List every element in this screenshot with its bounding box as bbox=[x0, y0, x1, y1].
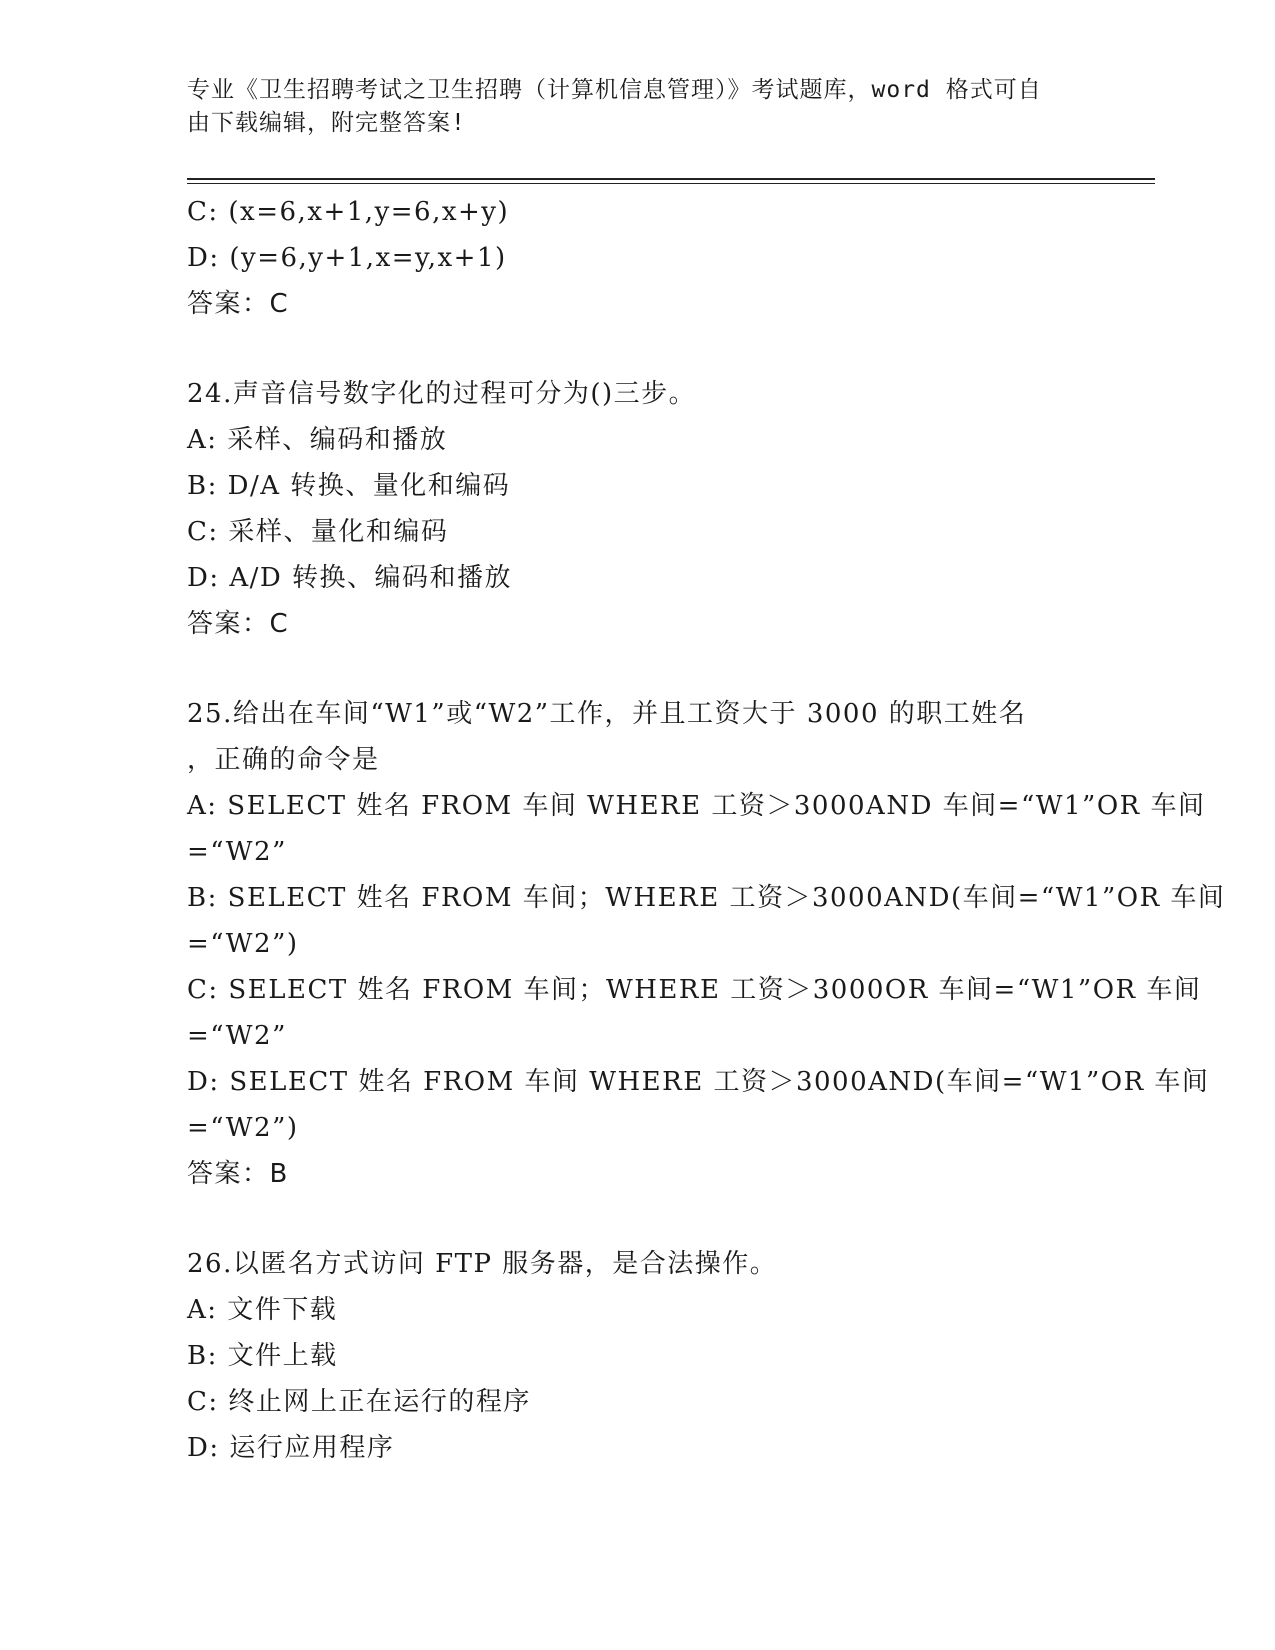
question-list bbox=[187, 189, 1226, 1471]
option-d-line-2: =“W2”) bbox=[187, 1113, 299, 1143]
option-b-line-1: B: SELECT 姓名 FROM 车间；WHERE 工资＞3000AND(车间=“W1”OR 车间 bbox=[187, 883, 1226, 913]
header-divider-thick bbox=[187, 178, 1155, 180]
answer: 答案：B bbox=[187, 1159, 289, 1189]
option-d: D: A/D 转换、编码和播放 bbox=[187, 563, 513, 593]
header-divider-thin bbox=[187, 183, 1155, 184]
question-25 bbox=[187, 691, 1226, 1197]
question-stem-line-1: 25.给出在车间“W1”或“W2”工作，并且工资大于 3000 的职工姓名 bbox=[187, 699, 1027, 729]
option-a-line-1: A: SELECT 姓名 FROM 车间 WHERE 工资＞3000AND 车间=“W1”OR 车间 bbox=[187, 791, 1206, 821]
question-stem-line-2: ，正确的命令是 bbox=[187, 745, 380, 775]
question-26 bbox=[187, 1241, 1117, 1471]
option-d: D: 运行应用程序 bbox=[187, 1433, 395, 1463]
option-c-line-2: =“W2” bbox=[187, 1021, 287, 1051]
option-b: B: D/A 转换、量化和编码 bbox=[187, 471, 511, 501]
question-24 bbox=[187, 371, 1117, 647]
header-line-2: 由下载编辑，附完整答案! bbox=[187, 110, 466, 136]
option-c: C: 终止网上正在运行的程序 bbox=[187, 1387, 531, 1417]
page-header bbox=[187, 74, 1087, 140]
option-b: B: 文件上载 bbox=[187, 1341, 338, 1371]
option-a: A: 采样、编码和播放 bbox=[187, 425, 448, 455]
option-c: C: 采样、量化和编码 bbox=[187, 517, 449, 547]
question-23 bbox=[187, 189, 1117, 327]
option-b-line-2: =“W2”) bbox=[187, 929, 299, 959]
option-c: C: (x=6,x+1,y=6,x+y) bbox=[187, 197, 510, 227]
option-d-line-1: D: SELECT 姓名 FROM 车间 WHERE 工资＞3000AND(车间=“W1”OR 车间 bbox=[187, 1067, 1210, 1097]
option-a-line-2: =“W2” bbox=[187, 837, 287, 867]
question-stem: 26.以匿名方式访问 FTP 服务器，是合法操作。 bbox=[187, 1249, 778, 1279]
option-d: D: (y=6,y+1,x=y,x+1) bbox=[187, 243, 507, 273]
question-stem: 24.声音信号数字化的过程可分为()三步。 bbox=[187, 379, 697, 409]
answer: 答案：C bbox=[187, 609, 290, 639]
option-a: A: 文件下载 bbox=[187, 1295, 338, 1325]
header-line-1: 专业《卫生招聘考试之卫生招聘（计算机信息管理）》考试题库，word 格式可自 bbox=[187, 77, 1042, 103]
option-c-line-1: C: SELECT 姓名 FROM 车间；WHERE 工资＞3000OR 车间=“W1”OR 车间 bbox=[187, 975, 1202, 1005]
answer: 答案：C bbox=[187, 289, 290, 319]
